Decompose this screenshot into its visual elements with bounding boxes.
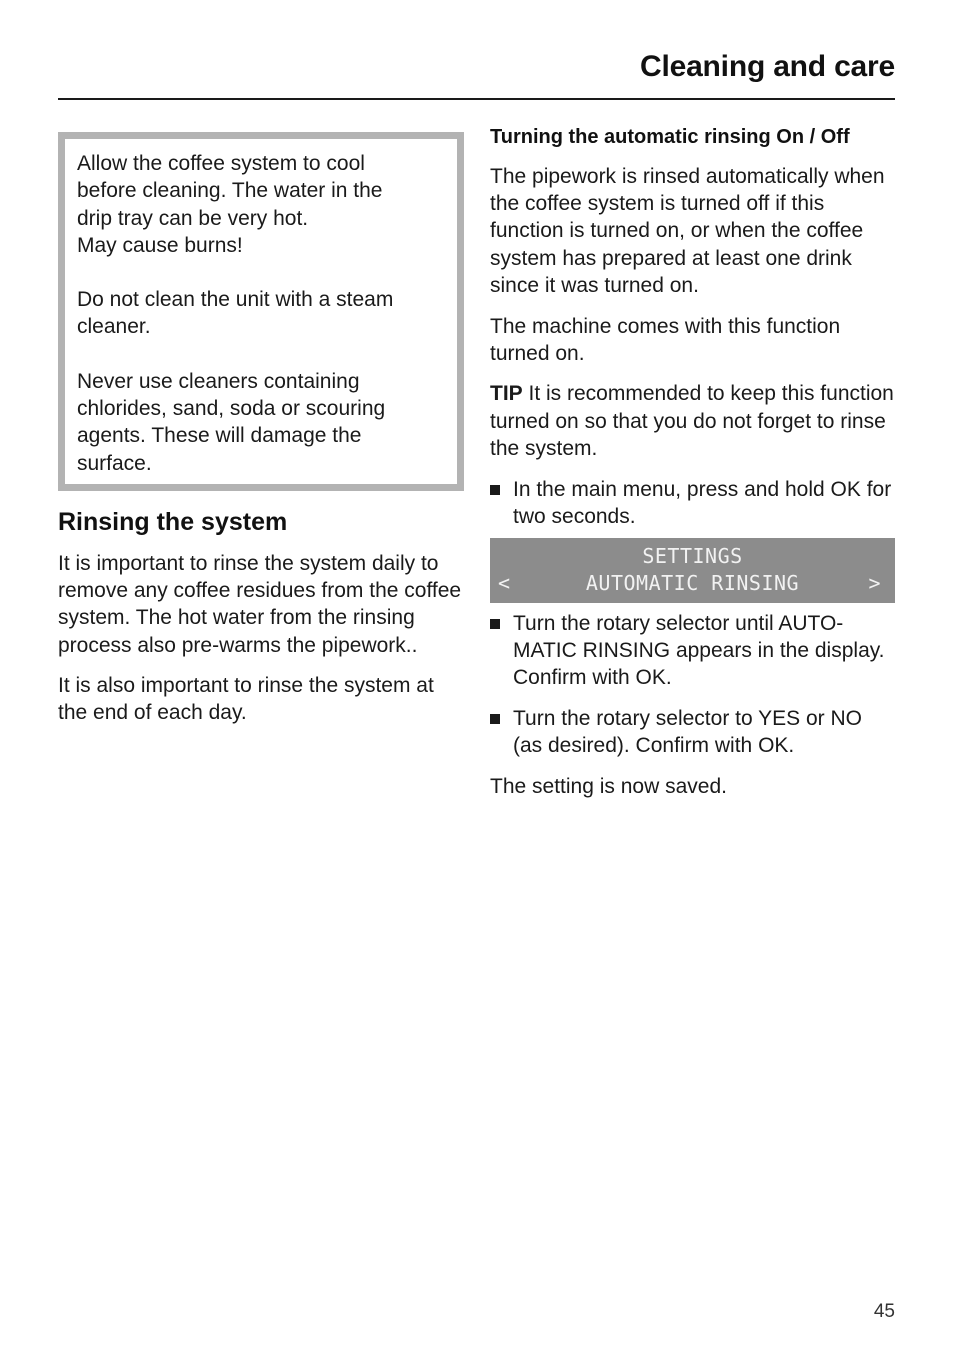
display-line-settings: SETTINGS — [642, 543, 743, 568]
tip-text: It is recommended to keep this function turned on so that you do not forget to rinse the system. — [490, 382, 894, 460]
page-number: 45 — [873, 1301, 895, 1322]
warning-box — [58, 132, 464, 491]
step-text: Turn the rotary selector to YES or NO (as desired). Confirm with OK. — [513, 707, 862, 758]
step-text: In the main menu, press and hold OK for two seconds. — [513, 477, 892, 528]
closing-paragraph: The setting is now saved. — [490, 774, 727, 798]
header-divider — [58, 98, 895, 100]
auto-rinse-paragraph-description: The pipework is rinsed automatically when the coffee system is turned off if this function is turned on, or when the coffee system has prepared at least one drink since it was turned on. — [490, 165, 885, 297]
warning-paragraph-cleaners: Never use cleaners containing chlorides, sand, soda or scouring agents. These will damage the surface. — [77, 369, 386, 475]
rinsing-paragraph-daily: It is important to rinse the system daily to remove any coffee residues from the coffee system. The hot water from the rinsing process also pre-warms the pipework.. — [58, 551, 462, 657]
tip-paragraph — [490, 380, 895, 462]
page-title: Cleaning and care — [639, 50, 895, 83]
section-heading-rinsing: Rinsing the system — [58, 507, 288, 536]
subheading-automatic-rinsing: Turning the automatic rinsing On / Off — [490, 126, 850, 148]
chevron-left-icon: < — [498, 570, 511, 595]
right-column — [490, 123, 895, 800]
step-item-rotary-selector — [490, 610, 895, 692]
step-item-yes-no — [490, 705, 895, 759]
machine-display — [490, 538, 895, 603]
chevron-right-icon: > — [868, 570, 881, 595]
auto-rinse-paragraph-default: The machine comes with this function turned on. — [490, 314, 841, 365]
tip-label: TIP — [490, 382, 523, 406]
step-text: Turn the rotary selector until AUTO-MATIC RINSING appears in the display. Confirm with OK. — [513, 611, 885, 690]
step-item-press-ok — [490, 476, 895, 530]
left-column — [58, 132, 464, 727]
warning-paragraph-steam: Do not clean the unit with a steam cleaner. — [77, 288, 394, 339]
square-bullet-icon — [490, 485, 500, 495]
rinsing-paragraph-end-of-day: It is also important to rinse the system at the end of each day. — [58, 674, 434, 725]
warning-paragraph-cool: Allow the coffee system to cool before cleaning. The water in the drip tray can be very hot. May cause burns! — [77, 152, 383, 257]
square-bullet-icon — [490, 714, 500, 724]
square-bullet-icon — [490, 619, 500, 629]
display-line-automatic-rinsing: AUTOMATIC RINSING — [585, 570, 800, 595]
